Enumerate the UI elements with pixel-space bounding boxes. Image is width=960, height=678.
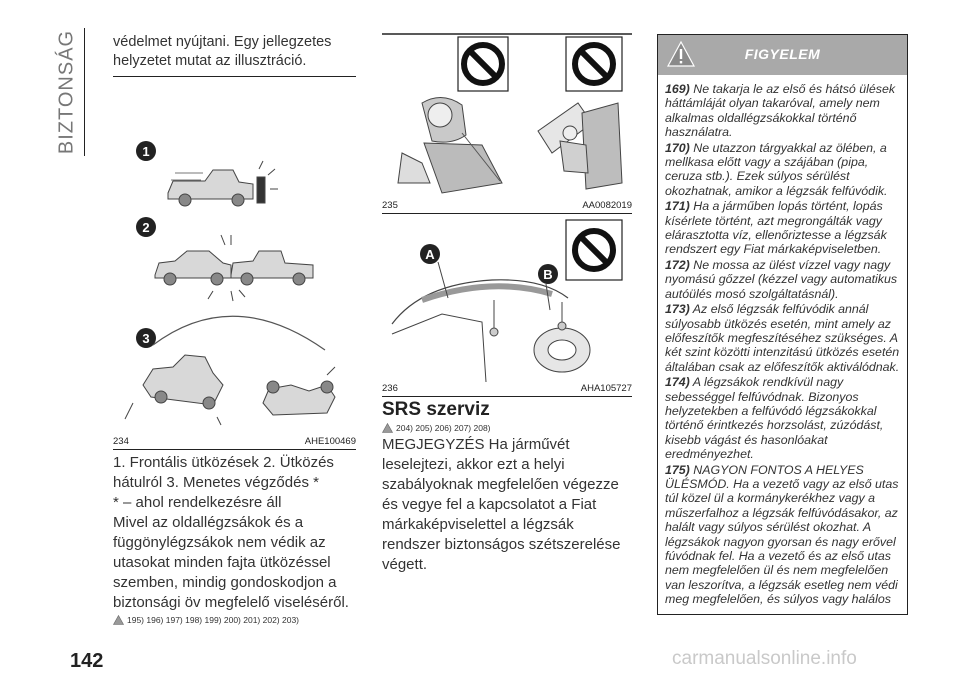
figure-code: AHE100469 — [304, 436, 356, 447]
child-seat-illustration — [382, 33, 632, 199]
label-1: 1 — [142, 144, 150, 159]
warning-item: 175) NAGYON FONTOS A HELYES ÜLÉSMÓD. Ha a vezető vagy az első utas túl közel ül a kormánykerékhez vagy a műszerfalhoz a légzsák felfúvódásakor, az halált vagy súlyos sérülést okozhat. A légzsákok nagyon gyorsan és nagy erővel fúvódnak fel. Ha a vezető és az első utas nem megfelelően ül és nem megfelelően van leszorítva, a légzsák esetleg nem védi meg megfelelően, és súlyos vagy halálos — [665, 462, 899, 607]
figure-235 — [382, 33, 632, 214]
paragraph-seatbelt-advice: Mivel az oldallégzsákok és a függönylégzsákok nem védik az utasokat minden fajta ütközéssel szemben, mindig gondoskodjon a biztonsági öv megfelelő viseléséről. — [113, 514, 349, 611]
paragraph-availability-note: * – ahol rendelkezésre áll — [113, 494, 282, 511]
figure-236 — [382, 214, 632, 397]
airbag-locations-illustration — [382, 214, 632, 382]
warning-reference-list: 204) 205) 206) 207) 208) — [396, 423, 491, 433]
warning-item: 169) Ne takarja le az első és hátsó ülések háttámláját olyan takaróval, amely nem alkalmas oldallégzsákokkal történő használatra. — [665, 82, 896, 140]
crash-illustration — [113, 85, 356, 430]
figure-code: AHA105727 — [580, 383, 632, 394]
intro-text: védelmet nyújtani. Egy jellegzetes helyzetet mutat az illusztráció. — [113, 34, 332, 69]
prohibition-icon — [566, 220, 622, 280]
figure-234 — [113, 85, 356, 450]
figure-number: 236 — [382, 383, 398, 394]
prohibition-icon — [458, 37, 508, 91]
label-2: 2 — [142, 220, 150, 235]
prohibition-icon — [566, 37, 622, 91]
warning-references — [382, 423, 632, 433]
label-a: A — [425, 247, 435, 262]
warning-header — [658, 35, 907, 75]
child-seat-figure — [538, 103, 622, 189]
warning-list — [658, 75, 907, 607]
section-side-tab — [56, 28, 78, 156]
paragraph-crash-types: 1. Frontális ütközések 2. Ütközés hátulról 3. Menetes végződés * — [113, 454, 334, 491]
cars-rear-impact — [155, 235, 313, 301]
label-marker-1 — [136, 141, 156, 161]
truck-rollover — [125, 316, 335, 425]
intro-rule — [113, 76, 356, 77]
warning-item: 172) Ne mossa az ülést vízzel vagy nagy nyomású gőzzel (kézzel vagy automatikus autóülés mosó szolgáltatásnál). — [665, 257, 898, 301]
warning-triangle-icon — [113, 615, 124, 625]
figure-code: AA0082019 — [582, 200, 632, 211]
column-left — [113, 33, 356, 625]
figure-number: 235 — [382, 200, 398, 211]
paragraph-disposal-note: MEGJEGYZÉS Ha járművét leselejtezi, akkor ezt a helyi szabályoknak megfelelően végezze és vegye fel a kapcsolatot a Fiat márkaképviselettel a légzsák rendszer biztonságos szétszerelése végett. — [382, 436, 621, 573]
label-3: 3 — [142, 331, 150, 346]
figure-number: 234 — [113, 436, 129, 447]
watermark: carmanualsonline.info — [672, 648, 857, 669]
warning-reference-list: 195) 196) 197) 198) 199) 200) 201) 202) 203) — [127, 615, 300, 625]
warning-item: 170) Ne utazzon tárgyakkal az ölében, a mellkasa előtt vagy a szájában (pipa, ceruza stb.). Ezek súlyos sérülést okozhatnak, amikor a légzsák felfúvódik. — [665, 140, 888, 198]
warning-references — [113, 615, 356, 625]
warning-item: 173) Az első légzsák felfúvódik annál súlyosabb ütközés esetén, mint amely az előfeszítők megfeszítéséhez szükséges. A két szint közötti intenzitású ütközés esetén általában csak az előfeszítők aktiválódnak. — [665, 302, 900, 374]
page-number: 142 — [70, 650, 104, 672]
label-marker-b — [538, 264, 558, 284]
label-marker-a — [420, 244, 440, 264]
warning-item: 171) Ha a járműben lopás történt, lopás kísérlete történt, azt megrongálták vagy elárasztotta víz, ellenőriztesse a légzsák rendszert egy Fiat márkaképviseletben. — [665, 199, 887, 257]
warning-item: 174) A légzsákok rendkívül nagy sebességgel felfúvódnak. Bizonyos helyzetekben a felfúvódó légzsákokkal történő érintkezés horzsolást, zúzódást, kisebb vágást és hasonlóakat eredményezhet. — [665, 375, 884, 462]
label-marker-2 — [136, 217, 156, 237]
section-heading: SRS szerviz — [382, 399, 490, 420]
side-tab-label: BIZTONSÁG — [55, 29, 78, 155]
side-divider — [84, 28, 85, 156]
passenger-figure — [398, 97, 502, 193]
column-middle — [382, 33, 632, 575]
warning-title: FIGYELEM — [744, 46, 821, 62]
warning-triangle-icon — [382, 423, 393, 433]
label-b: B — [543, 267, 553, 282]
warning-box — [657, 34, 908, 615]
truck-frontal-impact — [168, 161, 278, 206]
car-interior — [392, 262, 590, 382]
